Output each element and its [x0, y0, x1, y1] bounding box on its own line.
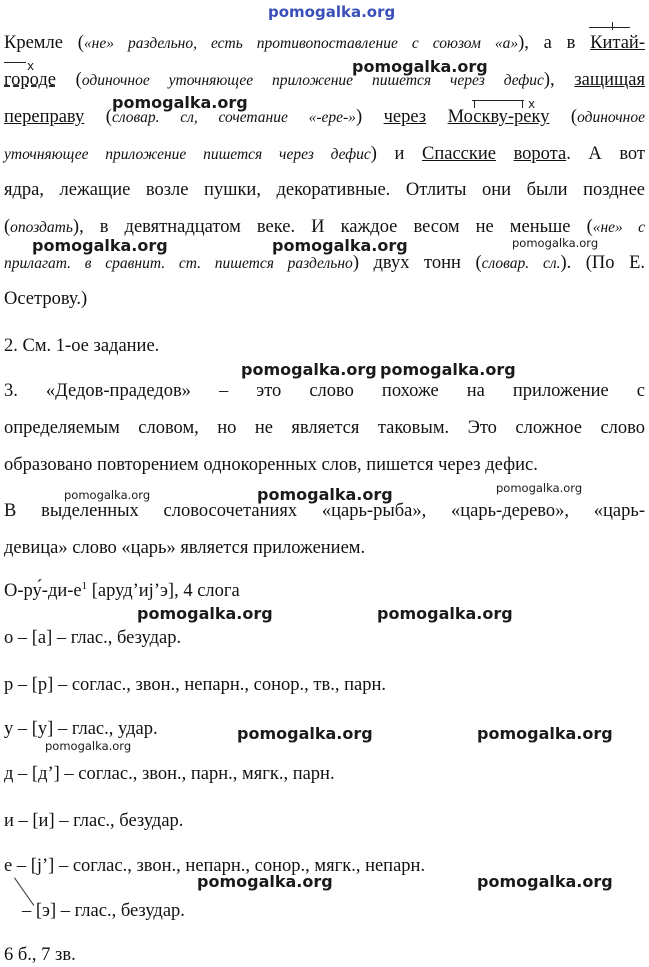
text-run: . А вот [566, 144, 646, 164]
transcription: [аруд’иj’э], 4 слога [87, 581, 240, 601]
bracket-tick [474, 100, 475, 108]
phonetic-row: – [э] – глас., безудар. [22, 901, 185, 921]
watermark: pomogalka.org [112, 93, 248, 112]
underlined-word: ворота [513, 144, 567, 164]
watermark: pomogalka.org [272, 236, 408, 255]
phonetic-row: и – [и] – глас., безудар. [4, 811, 184, 831]
comment-text: уточняющее приложение пишется через дефис [4, 146, 371, 163]
text-run: ) и [370, 144, 422, 164]
watermark: pomogalka.org [137, 604, 273, 623]
phonetic-head [4, 580, 645, 602]
underlined-word: городе [4, 70, 56, 90]
text-line: Осетрову.) [4, 289, 88, 309]
comment-text: словар. сл, сочетание «-ере-» [111, 109, 356, 126]
watermark: pomogalka.org [496, 481, 583, 495]
text-run: Кремле ( [4, 33, 84, 53]
text-run: ( [4, 217, 11, 237]
watermark: pomogalka.org [197, 872, 333, 891]
text-run [496, 144, 514, 164]
text-line [4, 143, 645, 166]
watermark: pomogalka.org [237, 724, 373, 743]
text-line: 2. См. 1-ое задание. [4, 336, 160, 356]
text-run: ) [355, 107, 384, 127]
comment-text: «не» с [592, 219, 645, 236]
comment-text: «не» раздельно, есть противопоставление с союзом «а» [83, 35, 519, 52]
cross-mark: x [528, 97, 536, 111]
watermark: pomogalka.org [64, 488, 151, 502]
text-line: девица» слово «царь» является приложением. [4, 538, 366, 558]
text-run: ), в девятнадцатом веке. И каждое весом не меньше ( [72, 217, 593, 237]
watermark: pomogalka.org [477, 724, 613, 743]
phonetic-row: е – [j’] – соглас., звон., непарн., сонор., мягк., непарн. [4, 856, 426, 876]
comment-text: одиночное [577, 109, 645, 126]
text-line: 3. «Дедов-прадедов» – это слово похоже на приложение с [4, 381, 645, 401]
underlined-word: переправу [4, 107, 85, 127]
text-line: В выделенных словосочетаниях «царь-рыба», «царь-дерево», «царь- [4, 501, 645, 521]
text-line: ядра, лежащие возле пушки, декоративные. Отлиты они были позднее [4, 180, 645, 200]
comment-text: опоздать [10, 219, 73, 236]
text-run: ). (По Е. [560, 253, 645, 273]
root-bracket [589, 27, 630, 28]
text-line [4, 69, 645, 92]
text-run [426, 107, 447, 127]
text-line: определяемым словом, но не является таковым. Это сложное слово [4, 418, 645, 438]
text-run: ( [84, 107, 112, 127]
text-run: ) двух тонн ( [352, 253, 482, 273]
phonetic-word: О-ру́-ди-е [4, 581, 82, 601]
text-line [4, 106, 645, 129]
phonetic-summary: 6 б., 7 зв. [4, 945, 76, 965]
text-line [4, 32, 645, 55]
bracket-tick [612, 22, 613, 30]
watermark: pomogalka.org [512, 236, 599, 250]
watermark: pomogalka.org [241, 360, 377, 379]
comment-text: прилагат. в сравнит. ст. пишется раздельно [4, 255, 353, 272]
watermark: pomogalka.org [377, 604, 513, 623]
comment-text: одиночное уточняющее приложение пишется через дефис [81, 72, 544, 89]
text-run: ), а в [518, 33, 591, 53]
phonetic-row: р – [р] – соглас., звон., непарн., сонор., тв., парн. [4, 675, 386, 695]
bracket-tick [522, 100, 523, 108]
phonetic-row: у – [у] – глас., удар. [4, 719, 158, 739]
watermark: pomogalka.org [352, 57, 488, 76]
watermark: pomogalka.org [257, 485, 393, 504]
text-run: ( [55, 70, 82, 90]
cross-mark: x [27, 59, 35, 73]
underlined-word: Москву-реку [447, 107, 550, 127]
phonetic-row: о – [а] – глас., безудар. [4, 628, 182, 648]
stress-sup: 1 [81, 579, 88, 592]
ending-bracket [4, 62, 26, 63]
underlined-word: Спасские [422, 144, 496, 164]
watermark: pomogalka.org [477, 872, 613, 891]
watermark: pomogalka.org [32, 236, 168, 255]
underlined-word: защищая [574, 70, 645, 90]
watermark: pomogalka.org [268, 3, 396, 21]
text-line: образовано повторением однокоренных слов, пишется через дефис. [4, 455, 538, 475]
text-run: ( [549, 107, 578, 127]
watermark: pomogalka.org [45, 739, 132, 753]
comment-text: словар. сл. [481, 255, 561, 272]
phonetic-row: д – [д’] – соглас., звон., парн., мягк., парн. [4, 764, 335, 784]
underlined-word: Китай- [590, 33, 645, 53]
text-run: ), [543, 70, 575, 90]
underlined-word: через [383, 107, 427, 127]
text-line [4, 252, 645, 275]
watermark: pomogalka.org [380, 360, 516, 379]
root-bracket [472, 100, 524, 101]
